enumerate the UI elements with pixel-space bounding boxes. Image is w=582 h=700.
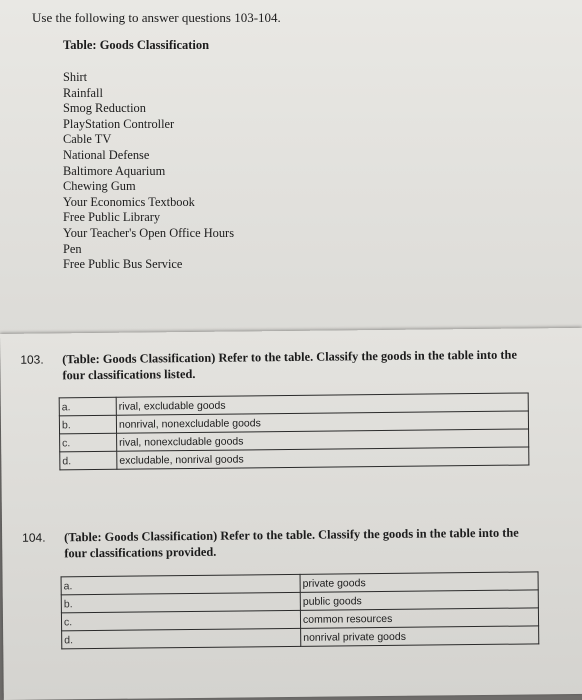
table-row <box>60 447 529 470</box>
goods-item: Smog Reduction <box>63 101 146 116</box>
row-label: public goods <box>300 590 538 610</box>
question-number: 104. <box>22 530 46 545</box>
goods-item: PlayStation Controller <box>63 116 175 131</box>
goods-item: Cable TV <box>63 132 112 147</box>
page-top <box>0 0 582 338</box>
question-number: 103. <box>20 352 44 367</box>
row-letter: c. <box>61 610 300 631</box>
goods-item: Chewing Gum <box>63 179 136 194</box>
classification-table-103 <box>59 392 530 470</box>
question-text: (Table: Goods Classification) Refer to the table. Classify the goods in the table into the four classifications listed. <box>62 347 517 383</box>
question-text: (Table: Goods Classification) Refer to the table. Classify the goods in the table into the four classifications provided. <box>64 525 519 561</box>
question-103 <box>20 346 540 383</box>
row-letter: a. <box>61 574 300 595</box>
row-label: excludable, nonrival goods <box>117 447 529 469</box>
goods-item: Free Public Bus Service <box>63 257 183 272</box>
row-letter: b. <box>59 415 116 434</box>
row-letter: c. <box>60 433 117 452</box>
question-104 <box>22 524 542 561</box>
goods-item: Baltimore Aquarium <box>63 163 166 178</box>
row-label: private goods <box>300 572 538 592</box>
row-label: rival, nonexcludable goods <box>117 429 529 451</box>
table-title: Table: Goods Classification <box>63 38 210 52</box>
row-label: nonrival, nonexcludable goods <box>116 411 528 433</box>
row-label: rival, excludable goods <box>116 393 528 415</box>
goods-item: Your Teacher's Open Office Hours <box>63 225 235 240</box>
row-letter: a. <box>59 397 116 416</box>
row-label: common resources <box>300 608 538 628</box>
goods-item: Free Public Library <box>63 210 161 225</box>
table-row <box>62 626 539 649</box>
classification-table-104 <box>61 571 540 649</box>
row-letter: d. <box>62 628 301 649</box>
page-bottom <box>0 328 582 700</box>
row-letter: b. <box>61 592 300 613</box>
goods-list <box>63 70 234 273</box>
goods-item: Rainfall <box>63 85 103 100</box>
goods-item: National Defense <box>63 147 150 162</box>
goods-item: Shirt <box>63 70 88 84</box>
row-label: nonrival private goods <box>301 626 539 646</box>
instructions: Use the following to answer questions 103-104. <box>32 10 281 25</box>
row-letter: d. <box>60 451 117 470</box>
goods-item: Your Economics Textbook <box>63 194 195 209</box>
goods-item: Pen <box>63 241 82 256</box>
